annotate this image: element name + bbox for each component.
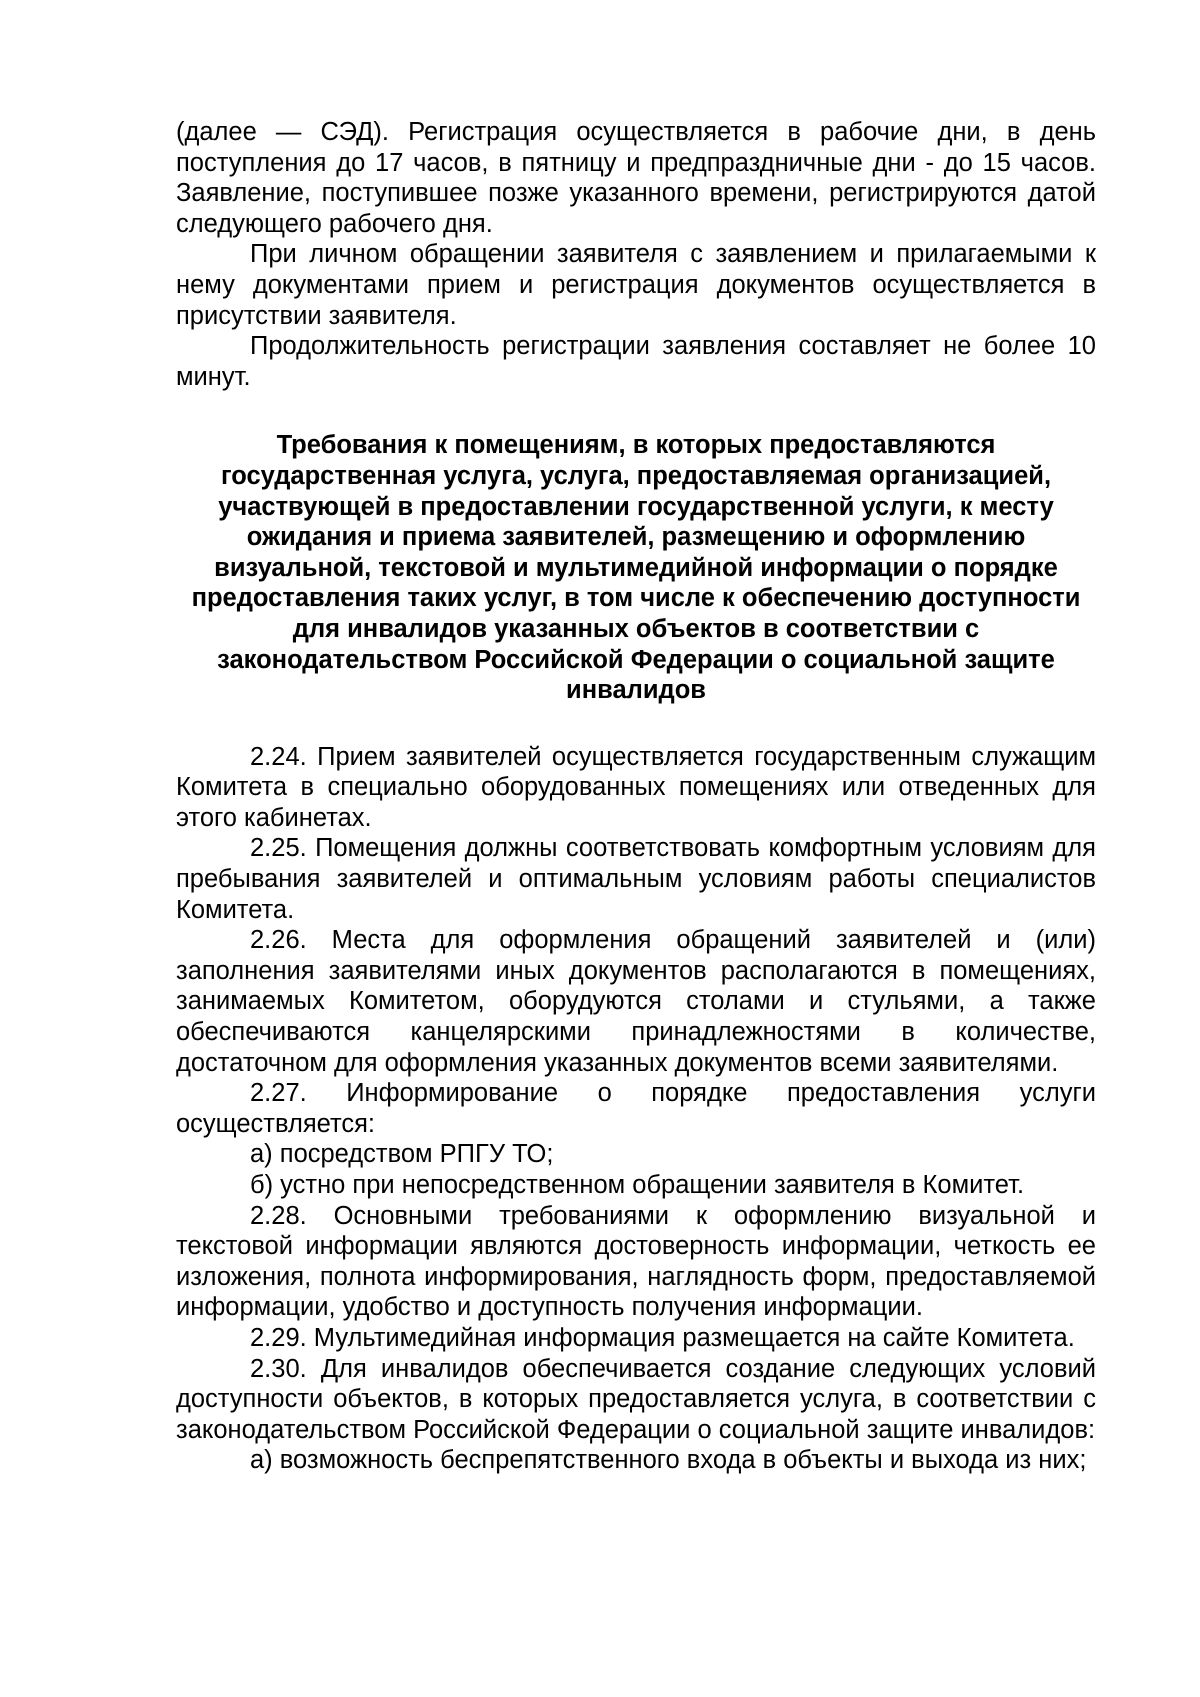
list-item-a-access: а) возможность беспрепятственного входа в объекты и выхода из них; (250, 1446, 1087, 1475)
paragraph-2-28: 2.28. Основными требованиями к оформлению визуальной и текстовой информации являются достоверность информации, четкость ее изложения, полнота информирования, наглядность форм, предоставляемой информации, удобство и доступность получения информации. (176, 1201, 1096, 1322)
list-item-b-oral: б) устно при непосредственном обращении заявителя в Комитет. (250, 1171, 1025, 1199)
document-body (176, 117, 1096, 1476)
paragraph-personal-appeal: При личном обращении заявителя с заявлением и прилагаемыми к нему документами прием и регистрация документов осуществляется в присутствии заявителя. (176, 240, 1096, 330)
paragraph-2-24: 2.24. Прием заявителей осуществляется государственным служащим Комитета в специально оборудованных помещениях или отведенных для этого кабинетах. (176, 742, 1096, 832)
paragraph-2-30: 2.30. Для инвалидов обеспечивается создание следующих условий доступности объектов, в которых предоставляется услуга, в соответствии с законодательством Российской Федерации о социальной защите инвалидов: (176, 1354, 1096, 1444)
list-item-a-rpgu: а) посредством РПГУ ТО; (250, 1140, 554, 1169)
paragraph-2-25: 2.25. Помещения должны соответствовать комфортным условиям для пребывания заявителей и оптимальным условиям работы специалистов Комитета. (176, 834, 1096, 924)
paragraph-registration-hours: (далее — СЭД). Регистрация осуществляется в рабочие дни, в день поступления до 17 часов, в пятницу и предпраздничные дни - до 15 часов. Заявление, поступившее позже указанного времени, регистрируются датой следующего рабочего дня. (176, 118, 1096, 238)
paragraph-2-26: 2.26. Места для оформления обращений заявителей и (или) заполнения заявителями иных документов располагаются в помещениях, занимаемых Комитетом, оборудуются столами и стульями, а также обеспечиваются канцелярскими принадлежностями в количестве, достаточном для оформления указанных документов всеми заявителями. (176, 926, 1096, 1077)
paragraph-2-27: 2.27. Информирование о порядке предоставления услуги осуществляется: (176, 1079, 1096, 1138)
paragraph-registration-duration: Продолжительность регистрации заявления составляет не более 10 минут. (176, 332, 1096, 391)
paragraph-2-29: 2.29. Мультимедийная информация размещается на сайте Комитета. (250, 1323, 1075, 1352)
section-heading: Требования к помещениям, в которых предоставляются государственная услуга, услуга, предоставляемая организацией, участвующей в предоставлении государственной услуги, к месту ожидания и приема заявителей, размещению и оформлению визуальной, текстовой и мультимедийной информации о порядке предоставления таких услуг, в том числе к обеспечению доступности для инвалидов указанных объектов в соответствии с законодательством Российской Федерации о социальной защите инвалидов (191, 431, 1081, 705)
